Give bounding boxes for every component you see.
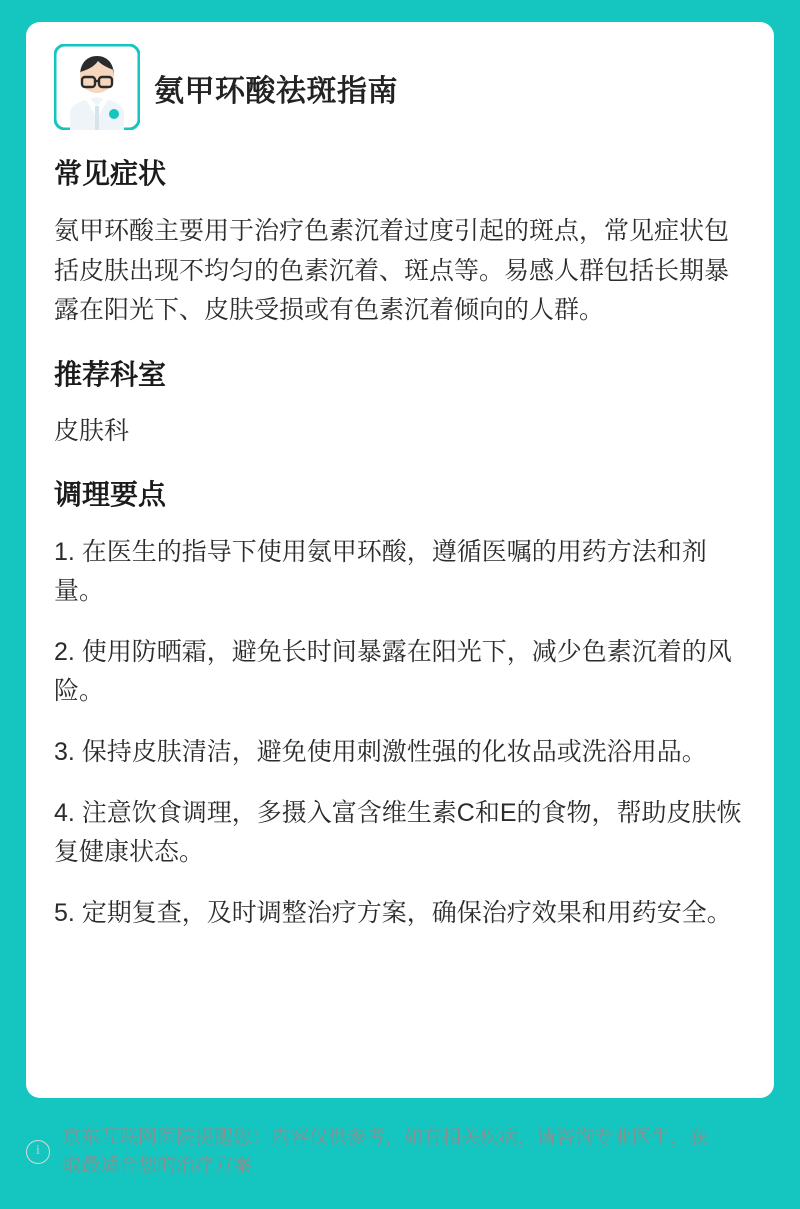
disclaimer-text: 京东互联网医院提醒您：内容仅供参考，如有相关疾病，请咨询专业医生，获取最适合您的治疗方案 [62,1126,709,1176]
care-step: 4. 注意饮食调理，多摄入富含维生素C和E的食物，帮助皮肤恢复健康状态。 [54,799,742,867]
section-body-symptoms: 氨甲环酸主要用于治疗色素沉着过度引起的斑点，常见症状包括皮肤出现不均匀的色素沉着、斑点等。易感人群包括长期暴露在阳光下、皮肤受损或有色素沉着倾向的人群。 [54,217,730,325]
section-body-department: 皮肤科 [54,417,130,446]
footer-disclaimer [26,1109,774,1195]
section-department [54,357,746,451]
card-header [54,48,746,130]
section-title-symptoms: 常见症状 [54,158,167,189]
care-step: 3. 保持皮肤清洁，避免使用刺激性强的化妆品或洗浴用品。 [54,738,707,767]
info-circle-icon: i [26,1140,50,1164]
doctor-avatar-icon [54,44,140,130]
guide-card [26,22,774,1098]
section-symptoms [54,156,746,331]
care-step: 1. 在医生的指导下使用氨甲环酸，遵循医嘱的用药方法和剂量。 [54,538,707,606]
section-care-points [54,477,746,933]
care-step: 2. 使用防晒霜，避免长时间暴露在阳光下，减少色素沉着的风险。 [54,638,732,706]
section-title-care: 调理要点 [54,478,167,510]
page-title: 氨甲环酸祛斑指南 [154,75,398,108]
thumbs-up-icon[interactable] [736,1133,774,1171]
section-title-department: 推荐科室 [54,358,167,390]
care-step: 5. 定期复查，及时调整治疗方案，确保治疗效果和用药安全。 [54,899,732,928]
